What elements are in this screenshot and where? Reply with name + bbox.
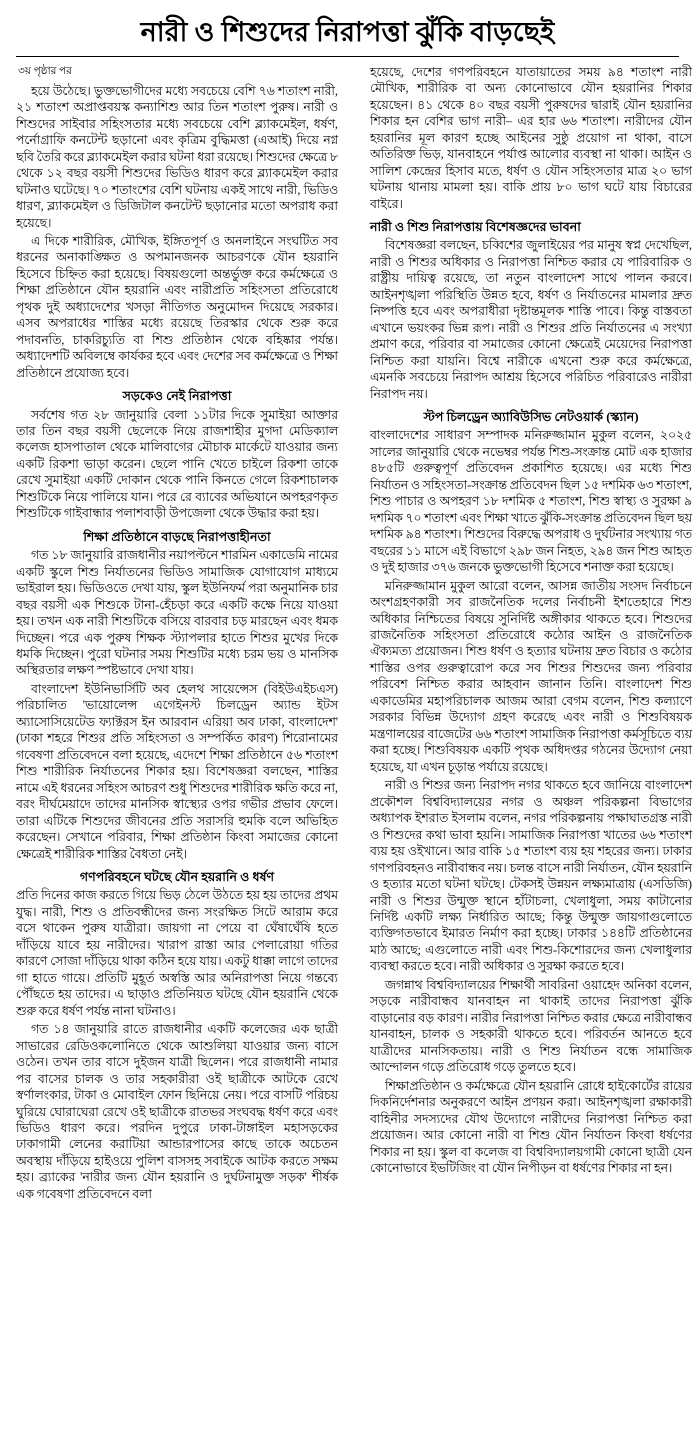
left-column [16,64,338,1205]
section-subhead: শিক্ষা প্রতিষ্ঠানে বাড়ছে নিরাপত্তাহীনতা [83,529,271,544]
paragraph: নারী ও শিশুর জন্য নিরাপদ নগর থাকতে হবে জানিয়ে বাংলাদেশ প্রকৌশল বিশ্ববিদ্যালয়ের নগর ও অঞ্চল পরিকল্পনা বিভাগের অধ্যাপক ইশরাত ইসলাম বলেন, নগর পরিকল্পনায় পক্ষাঘাতগ্রস্ত নারী ও শিশুদের কথা ভাবা হয়নি। সামাজিক নিরাপত্তা খাতের ৬৬ শতাংশ ব্যয় হয় ওইখানে। আর বাকি ১৫ শতাংশ ব্যয় হয় শহরের জন্য। ঢাকার গণপরিবহনও নারীবান্ধব নয়। চলন্ত বাসে নারী নির্যাতন, যৌন হয়রানি ও হত্যার মতো ঘটনা ঘটছে। টেকসই উন্নয়ন লক্ষ্যমাত্রায় (এসডিজি) নারী ও শিশুর উন্মুক্ত স্থানে হাঁটাচলা, খেলাধুলা, সময় কাটানোর নির্দিষ্ট একটি লক্ষ্য নির্ধারিত আছে; কিন্তু উন্মুক্ত জায়গাগুলোতে ব্যক্তিগতভাবে ইমারত নির্মাণ করা হচ্ছে। ঢাকার ১৪৪টি প্রতিষ্ঠানের মাঠ আছে; এগুলোতে নারী এবং শিশু-কিশোরদের জন্য খেলাধুলার ব্যবস্থা করতে হবে। নারী অধিকার ও সুরক্ষা করতে হবে। [370,778,692,974]
article-columns [16,64,692,1205]
section-subhead: নারী ও শিশু নিরাপত্তায় বিশেষজ্ঞদের ভাবনা [370,219,581,234]
paragraph: গত ১৮ জানুয়ারি রাজধানীর নয়াপল্টনে শারমিন একাডেমি নামের একটি স্কুলে শিশু নির্যাতনের ভিডিও সামাজিক যোগাযোগ মাধ্যমে ভাইরাল হয়। ভিডিওতে দেখা যায়, স্কুল ইউনিফর্ম পরা অনুমানিক চার বছর বয়সী এক শিশুকে টানা-হেঁচড়া করে একটি কক্ষে নিয়ে যাওয়া হয়। তখন এক নারী শিশুটিকে বসিয়ে বারবার চড় মারছেন এবং ধমক দিচ্ছেন। পরে এক পুরুষ শিক্ষক স্ট্যাপলার হাতে শিশুর মুখের দিকে ধমকি দিচ্ছেন। পুরো ঘটনার সময় শিশুটির মধ্যে চরম ভয় ও মানসিক অস্থিরতার লক্ষণ স্পষ্টভাবে দেখা যায়। [16,548,338,678]
paragraph: বিশেষজ্ঞরা বলছেন, চব্বিশের জুলাইয়ের পর মানুষ স্বপ্ন দেখেছিল, নারী ও শিশুর অধিকার ও নিরাপত্তা নিশ্চিত করার যে পারিবারিক ও রাষ্ট্রীয় দায়িত্ব রয়েছে, তা নতুন বাংলাদেশ সাথে পালন করবে। আইনশৃঙ্খলা পরিস্থিতি উন্নত হবে, ধর্ষণ ও নির্যাতনের মামলার দ্রুত নিষ্পত্তি হবে এবং অপরাধীরা দৃষ্টান্তমূলক শাস্তি পাবে। কিন্তু বাস্তবতা এখানে ভয়ংকর ভিন্ন রূপ। নারী ও শিশুর প্রতি নির্যাতনের এ সংখ্যা প্রমাণ করে, পরিবার বা সমাজের কোনো ক্ষেত্রেই মেয়েদের নিরাপত্তা নিশ্চিত করা যায়নি। বিশ্বে নারীকে এখনো শুরু করে কর্মক্ষেত্রে, এমনকি সবচেয়ে নিরাপদ আশ্রয় হিসেবে পরিচিত পরিবারেও নারীরা নিরাপদ নয়। [370,238,692,401]
jump-line: ৩য় পৃষ্ঠার পর [18,65,72,77]
paragraph: গত ১৪ জানুয়ারি রাতে রাজধানীর একটি কলেজের এক ছাত্রী সাভারের রেডিওকলোনিতে থেকে আশুলিয়া যাওয়ার জন্য বাসে ওঠেন। তখন তার বাসে দুইজন যাত্রী ছিলেন। পরে রাজধানী নামার পর বাসের চালক ও তার সহকারীরা ওই ছাত্রীকে আটকে রেখে স্বর্ণালংকার, টাকা ও মোবাইল ফোন ছিনিয়ে নেয়। পরে বাসটি পরিচয় ঘুরিয়ে ঘোরাঘেরা রেখে ওই ছাত্রীকে রাতভর সংঘবদ্ধ ধর্ষণ করে এবং ভিডিও ধারণ করে। পরদিন দুপুরে ঢাকা-টাঙ্গাইল মহাসড়কের ঢাকাগামী লেনের করাটিয়া আন্ডারপাসের কাছে তাকে অচেতন অবস্থায় দাঁড়িয়ে হাইওয়ে পুলিশ বাসসহ সবাইকে আটক করতে সক্ষম হয়। ব্র্যাকের 'নারীর জন্য যৌন হয়রানি ও দুর্ঘটনামুক্ত সড়ক' শীর্ষক এক গবেষণা প্রতিবেদনে বলা [16,1022,338,1201]
page-title: নারী ও শিশুদের নিরাপত্তা ঝুঁকি বাড়ছেই [140,17,555,47]
section-subhead: স্টপ চিলড্রেন অ্যাবিউসিভ নেটওয়ার্ক (স্ক্যান) [423,410,639,425]
paragraph: সর্বশেষ গত ২৮ জানুয়ারি বেলা ১১টার দিকে সুমাইয়া আক্তার তার তিন বছর বয়সী ছেলেকে নিয়ে রাজশাহীর মুগদা মেডিক্যাল কলেজ হাসপাতাল থেকে মালিবাগের মৌচাক মার্কেটে যাওয়ার জন্য একটি রিকশা ভাড়া করেন। ছেলে পানি খেতে চাইলে রিকশা তাকে রেখে সুমাইয়া একটি দোকান থেকে পানি কিনতে গেলে রিকশাচালক শিশুটিকে নিয়ে পালিয়ে যান। পরে রে ব্যাবের অভিযানে অপহরণকৃত শিশুটিকে গাইবান্ধার পলাশবাড়ী উপজেলা থেকে উদ্ধার করা হয়। [16,407,338,521]
paragraph: হয়েছে, দেশের গণপরিবহনে যাতায়াতের সময় ৯৪ শতাংশ নারী মৌখিক, শারীরিক বা অন্য কোনোভাবে যৌন হয়রানির শিকার হয়েছেন। ৪১ থেকে ৪০ বছর বয়সী পুরুষদের দ্বারাই যৌন হয়রানির শিকার হন বেশির ভাগ নারী– এর হার ৬৬ শতাংশ। নারীদের যৌন হয়রানির মূল কারণ হচ্ছে আইনের সুষ্ঠু প্রয়োগ না থাকা, বাসে অতিরিক্ত ভিড়, যানবাহনে পর্যাপ্ত আলোর ব্যবস্থা না থাকা। আইন ও সালিশ কেন্দ্রের হিসাব মতে, ধর্ষণ ও যৌন সহিংসতার মাত্র ২০ ভাগ ঘটনায় থানায় মামলা হয়। বাকি প্রায় ৮০ ভাগ ঘটে যায় বিচারের বাইরে। [370,64,692,211]
headline-divider [16,56,679,57]
paragraph: মনিরুজ্জামান মুকুল আরো বলেন, আসন্ন জাতীয় সংসদ নির্বাচনে অংশগ্রহণকারী সব রাজনৈতিক দলের নির্বাচনী ইশতেহারে শিশু অধিকার নিশ্চিতের বিষয়ে সুনির্দিষ্ট অঙ্গীকার থাকতে হবে। শিশুদের রাজনৈতিক সহিংসতা প্রতিরোধে কঠোর আইন ও রাজনৈতিক ঐক্যমত্য প্রয়োজন। শিশু ধর্ষণ ও হত্যার ঘটনায় দ্রুত বিচার ও কঠোর শাস্তির ওপর গুরুত্বারোপ করে সব শিশুর শিশুদের জন্য পরিবার পরিবেশ নিশ্চিত করার আহবান জানান তিনি। বাংলাদেশ শিশু একাডেমির মহাপরিচালক আজম আরা বেগম বলেন, শিশু কল্যাণে সরকার বিভিন্ন উদ্যোগ গ্রহণ করেছে এবং নারী ও শিশুবিষয়ক মন্ত্রণালয়ের বাজেটের ৬৬ শতাংশ সামাজিক নিরাপত্তা কর্মসূচিতে ব্যয় করা হচ্ছে। শিশুবিষয়ক একটি পৃথক অধিদপ্তর গঠনের উদ্যোগ নেয়া হয়েছে, যা এখন চূড়ান্ত পর্যায়ে রয়েছে। [370,578,692,774]
paragraph: শিক্ষাপ্রতিষ্ঠান ও কর্মক্ষেত্রে যৌন হয়রানি রোধে হাইকোর্টের রায়ের দিকনির্দেশনার অনুকরণে আইন প্রণয়ন করা। আইনশৃঙ্খলা রক্ষাকারী বাহিনীর সদস্যদের যৌথ উদ্যোগে নারীদের নিরাপত্তা নিশ্চিত করা প্রয়োজন। আর কোনো নারী বা শিশু যৌন নির্যাতন কিংবা ধর্ষণের শিকার না হয়। স্কুল বা কলেজ বা বিশ্ববিদ্যালয়গামী কোনো ছাত্রী যেন কোনোভাবে ইভটিজিং বা যৌন নিপীড়ন বা ধর্ষণের শিকার না হন। [370,1078,692,1175]
right-column [370,64,692,1179]
paragraph: প্রতি দিনের কাজ করতে গিয়ে ভিড় ঠেলে উঠতে হয় হয় তাদের প্রথম যুদ্ধ। নারী, শিশু ও প্রতিবন্ধীদের জন্য সংরক্ষিত সিটে আরাম করে বসে থাকেন পুরুষ যাত্রীরা। জায়গা না পেয়ে বা ঘেঁষাঘেঁষি হতে দাঁড়িয়ে যাবে হয় নারীদের। খারাপ রাস্তা আর পেলারোয়া গতির কারণে সোজা দাঁড়িয়ে থাকা কঠিন হয়ে যায়। একটু ধাক্কা লাগে তাদের গা হাতে গায়ে। প্রতিটি মুহূর্ত অস্বস্তি আর অনিরাপত্তা নিয়ে গন্তব্যে পৌঁছতে হয় তাদের। এ ছাড়াও প্রতিনিয়ত ঘটছে যৌন হয়রানি থেকে শুরু করে ধর্ষণ পর্যন্ত নানা ঘটনাও। [16,888,338,1018]
paragraph: বাংলাদেশ ইউনিভার্সিটি অব হেলথ সায়েন্সেস (বিইউএইচএস) পরিচালিত 'ভায়োলেন্স এগেইনস্ট চিলড্রেন অ্যান্ড ইটস অ্যাসোসিয়েটেড ফ্যাক্টরস ইন আরবান এরিয়া অব ঢাকা, বাংলাদেশ' (ঢাকা শহরে শিশুর প্রতি সহিংসতা ও সম্পর্কিত কারণ) শিরোনামের গবেষণা প্রতিবেদনে বলা হয়েছে, এদেশে শিক্ষা প্রতিষ্ঠানে ৫৬ শতাংশ শিশু শারীরিক নির্যাতনের শিকার হয়। বিশেষজ্ঞরা বলছেন, শাস্তির নামে এই ধরনের সহিংস আচরণ শুধু শিশুদের শারীরিক ক্ষতি করে না, বরং দীর্ঘমেয়াদে তাদের মানসিক স্বাস্থ্যের ওপর গভীর প্রভাব ফেলে। তারা এটিকে শিশুদের জীবনের প্রতি সরাসরি হুমকি বলে অভিহিত করেছেন। সেখানে পরিবার, শিক্ষা প্রতিষ্ঠান কিংবা সমাজের কোনো ক্ষেত্রেই শারীরিক শাস্তির বৈধতা নেই। [16,681,338,861]
paragraph: এ দিকে শারীরিক, মৌখিক, ইঙ্গিতপূর্ণ ও অনলাইনে সংঘটিত সব ধরনের অনাকাঙ্ক্ষিত ও অপমানজনক আচরণকে যৌন হয়রানি হিসেবে চিহ্নিত করা হয়েছে। বিষয়গুলো অন্তর্ভুক্ত করে কর্মক্ষেত্রে ও শিক্ষা প্রতিষ্ঠানে যৌন হয়রানি এবং নারীপ্রতি সহিংসতা প্রতিরোধে পৃথক দুই অধ্যাদেশের খসড়া নীতিগত অনুমোদন দিয়েছে সরকার। এসব অপরাধের শাস্তির মধ্যে রয়েছে তিরস্কার থেকে শুরু করে পদাবনতি, চাকরিচ্যুতি বা শিশু প্রতিষ্ঠান থেকে বহিষ্কার পর্যন্ত। অধ্যাদেশটি অবিলম্বে কার্যকর হবে এবং দেশের সব কর্মক্ষেত্রে ও শিক্ষা প্রতিষ্ঠানে প্রযোজ্য হবে। [16,233,338,380]
paragraph: হয়ে উঠেছে। ভুক্তভোগীদের মধ্যে সবচেয়ে বেশি ৭৬ শতাংশ নারী, ২১ শতাংশ অপ্রাপ্তবয়স্ক কন্যাশিশু আর তিন শতাংশ পুরুষ। নারী ও শিশুদের সাইবার সহিংসতার মধ্যে সবচেয়ে বেশি ব্ল্যাকমেইল, ধর্ষণ, পর্নোগ্রাফি কনটেন্ট ছড়ানো এবং কৃত্রিম বুদ্ধিমত্তা (এআই) দিয়ে নগ্ন ছবি তৈরি করে ব্ল্যাকমেইল করার ঘটনা ধরা রয়েছে। শিশুদের ক্ষেত্রে ৮ থেকে ১২ বছর বয়সী শিশুদের ভিডিও ধারণ করে ব্ল্যাকমেইল করার ঘটনাও ঘটেছে। ৭০ শতাংশের বেশি ঘটনায় একই সাথে নারী, ভিডিও ধারণ, ব্ল্যাকমেইল ও ডিজিটাল কনটেন্ট ছড়ানোর মতো অপরাধ করা হয়েছে। [16,83,338,230]
section-subhead: সড়কেও নেই নিরাপত্তা [122,389,232,404]
paragraph: জগন্নাথ বিশ্ববিদ্যালয়ের শিক্ষার্থী সাবরিনা ওয়াহেদ অনিকা বলেন, সড়কে নারীবান্ধব যানবাহন না থাকাই তাদের নিরাপত্তা ঝুঁকি বাড়ানোর বড় কারণ। নারীর নিরাপত্তা নিশ্চিত করার ক্ষেত্রে নারীবান্ধব যানবাহন, চালক ও সহকারী থাকতে হবে। পরিবর্তন আনতে হবে যাত্রীদের মানসিকতায়। নারী ও শিশু নির্যাতন বন্ধে সামাজিক আন্দোলন গড়ে প্রতিরোধ গড়ে তুলতে হবে। [370,977,692,1075]
paragraph: বাংলাদেশের সাধারণ সম্পাদক মনিরুজ্জামান মুকুল বলেন, ২০২৫ সালের জানুয়ারি থেকে নভেম্বর পর্যন্ত শিশু-সংক্রান্ত মোট এক হাজার ৪৮৫টি গুরুত্বপূর্ণ প্রতিবেদন প্রকাশিত হয়েছে। এর মধ্যে শিশু নির্যাতন ও সহিংসতা-সংক্রান্ত প্রতিবেদন ছিল ১৫ দশমিক ৬৩ শতাংশ, শিশু পাচার ও অপহরণ ১৮ দশমিক ৫ শতাংশ, শিশু স্বাস্থ্য ও সুরক্ষা ৯ দশমিক ৭০ শতাংশ এবং শিক্ষা খাতে ঝুঁকি-সংক্রান্ত প্রতিবেদন ছিল ছয় দশমিক ৯৪ শতাংশ। শিশুদের বিরুদ্ধে অপরাধ ও দুর্ঘটনার সংখ্যায় গত বছরের ১১ মাসে এই বিভাগে ২৯৮ জন নিহত, ২৯৪ জন শিশু আহত ও দুই হাজার ৩৭৬ জনকে ভুক্তভোগী হিসেবে শনাক্ত করা হয়েছে। [370,428,692,575]
section-subhead: গণপরিবহনে ঘটছে যৌন হয়রানি ও ধর্ষণ [79,870,275,885]
